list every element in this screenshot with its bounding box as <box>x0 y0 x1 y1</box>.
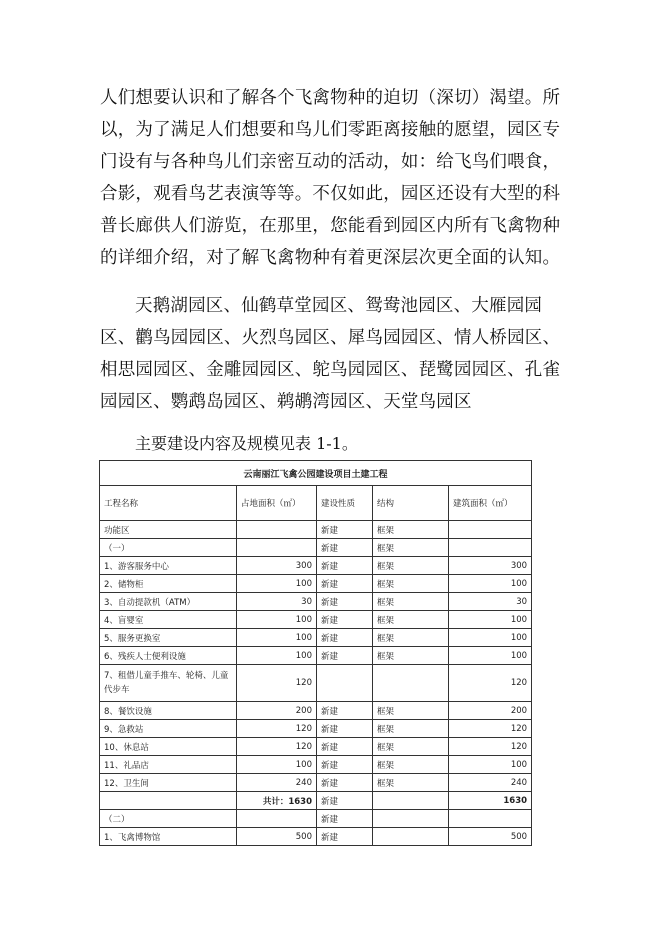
cell-floor-area: 240 <box>449 774 532 792</box>
table-row <box>100 521 532 539</box>
table-header-row <box>100 486 532 521</box>
table-row <box>100 575 532 593</box>
cell-structure: 框架 <box>373 521 449 539</box>
cell-project-name: 3、自动提款机（ATM） <box>100 593 237 611</box>
cell-build-type: 新建 <box>317 593 373 611</box>
cell-project-name: 1、飞禽博物馆 <box>100 828 237 846</box>
cell-build-type: 新建 <box>317 720 373 738</box>
cell-floor-area: 100 <box>449 611 532 629</box>
cell-land-area <box>237 521 317 539</box>
table-row <box>100 792 532 810</box>
cell-structure <box>373 828 449 846</box>
cell-build-type: 新建 <box>317 756 373 774</box>
cell-structure <box>373 792 449 810</box>
cell-project-name: 4、盲婴室 <box>100 611 237 629</box>
cell-land-area: 100 <box>237 611 317 629</box>
cell-project-name: 11、礼品店 <box>100 756 237 774</box>
cell-floor-area: 30 <box>449 593 532 611</box>
cell-build-type: 新建 <box>317 539 373 557</box>
cell-project-name <box>100 792 237 810</box>
table-row <box>100 557 532 575</box>
table-row <box>100 756 532 774</box>
cell-structure <box>373 665 449 702</box>
cell-land-area: 120 <box>237 738 317 756</box>
table-row <box>100 738 532 756</box>
cell-build-type: 新建 <box>317 611 373 629</box>
cell-land-area: 30 <box>237 593 317 611</box>
cell-structure: 框架 <box>373 593 449 611</box>
cell-build-type: 新建 <box>317 647 373 665</box>
cell-floor-area: 120 <box>449 738 532 756</box>
cell-floor-area <box>449 521 532 539</box>
cell-floor-area: 100 <box>449 629 532 647</box>
cell-land-area <box>237 539 317 557</box>
cell-build-type: 新建 <box>317 521 373 539</box>
cell-structure: 框架 <box>373 629 449 647</box>
cell-floor-area: 120 <box>449 665 532 702</box>
cell-build-type: 新建 <box>317 792 373 810</box>
table-row <box>100 702 532 720</box>
cell-build-type: 新建 <box>317 774 373 792</box>
cell-floor-area: 120 <box>449 720 532 738</box>
cell-land-area: 300 <box>237 557 317 575</box>
cell-project-name: 1、游客服务中心 <box>100 557 237 575</box>
cell-project-name: （二） <box>100 810 237 828</box>
cell-project-name: 功能区 <box>100 521 237 539</box>
table-title-row <box>100 461 532 486</box>
cell-build-type: 新建 <box>317 828 373 846</box>
cell-floor-area <box>449 539 532 557</box>
cell-build-type: 新建 <box>317 810 373 828</box>
table-row <box>100 647 532 665</box>
table-row <box>100 665 532 702</box>
cell-land-area: 100 <box>237 756 317 774</box>
cell-project-name: 10、休息站 <box>100 738 237 756</box>
cell-project-name: 12、卫生间 <box>100 774 237 792</box>
cell-floor-area: 100 <box>449 647 532 665</box>
cell-structure: 框架 <box>373 647 449 665</box>
cell-land-area: 100 <box>237 575 317 593</box>
cell-build-type: 新建 <box>317 702 373 720</box>
cell-land-area <box>237 810 317 828</box>
paragraph-intro: 人们想要认识和了解各个飞禽物种的迫切（深切）渴望。所以，为了满足人们想要和鸟儿们零距离接触的愿望，园区专门设有与各种鸟儿们亲密互动的活动，如：给飞鸟们喂食，合影，观看鸟艺表演等等。不仅如此，园区还设有大型的科普长廊供人们游览，在那里，您能看到园区内所有飞禽物种的详细介绍，对了解飞禽物种有着更深层次更全面的认知。 <box>100 88 561 268</box>
table-row <box>100 720 532 738</box>
cell-build-type <box>317 665 373 702</box>
cell-land-area: 100 <box>237 629 317 647</box>
cell-build-type: 新建 <box>317 738 373 756</box>
cell-floor-area: 300 <box>449 557 532 575</box>
cell-floor-area <box>449 810 532 828</box>
table-body <box>100 521 532 846</box>
cell-build-type: 新建 <box>317 575 373 593</box>
cell-structure: 框架 <box>373 738 449 756</box>
header-land-area: 占地面积（㎡） <box>237 486 317 521</box>
cell-floor-area: 1630 <box>449 792 532 810</box>
table-row <box>100 828 532 846</box>
table-caption: 主要建设内容及规模见表 1-1。 <box>135 434 358 453</box>
header-structure: 结构 <box>373 486 449 521</box>
paragraph-park-areas: 天鹅湖园区、仙鹤草堂园区、鸳鸯池园区、大雁园园区、鹳鸟园园区、火烈鸟园区、犀鸟园园区、情人桥园区、相思园园区、金雕园园区、鸵鸟园园区、琵鹭园园区、孔雀园园区、鹦鹉岛园区、鹈鹕湾园区、天堂鸟园区 <box>100 296 561 412</box>
table-row <box>100 629 532 647</box>
construction-table <box>99 460 532 846</box>
table-row <box>100 611 532 629</box>
cell-project-name: （一） <box>100 539 237 557</box>
cell-build-type: 新建 <box>317 557 373 575</box>
table-row <box>100 593 532 611</box>
table-title: 云南丽江飞禽公园建设项目土建工程 <box>100 461 532 486</box>
cell-floor-area: 500 <box>449 828 532 846</box>
cell-structure: 框架 <box>373 557 449 575</box>
cell-land-area: 200 <box>237 702 317 720</box>
cell-project-name: 7、租借儿童手推车、轮椅、儿童代步车 <box>100 665 237 702</box>
header-build-type: 建设性质 <box>317 486 373 521</box>
cell-land-area: 共计：1630 <box>237 792 317 810</box>
cell-land-area: 240 <box>237 774 317 792</box>
cell-structure: 框架 <box>373 702 449 720</box>
cell-project-name: 8、餐饮设施 <box>100 702 237 720</box>
cell-project-name: 9、急救站 <box>100 720 237 738</box>
cell-project-name: 2、储物柜 <box>100 575 237 593</box>
cell-project-name: 6、残疾人士便利设施 <box>100 647 237 665</box>
cell-floor-area: 200 <box>449 702 532 720</box>
table-row <box>100 810 532 828</box>
header-project-name: 工程名称 <box>100 486 237 521</box>
cell-structure: 框架 <box>373 539 449 557</box>
cell-structure: 框架 <box>373 756 449 774</box>
cell-structure: 框架 <box>373 575 449 593</box>
cell-land-area: 500 <box>237 828 317 846</box>
cell-structure <box>373 810 449 828</box>
table-row <box>100 774 532 792</box>
cell-land-area: 120 <box>237 720 317 738</box>
cell-floor-area: 100 <box>449 575 532 593</box>
cell-structure: 框架 <box>373 611 449 629</box>
cell-project-name: 5、服务更换室 <box>100 629 237 647</box>
table-row <box>100 539 532 557</box>
cell-land-area: 100 <box>237 647 317 665</box>
header-floor-area: 建筑面积（㎡） <box>449 486 532 521</box>
cell-structure: 框架 <box>373 774 449 792</box>
cell-structure: 框架 <box>373 720 449 738</box>
cell-land-area: 120 <box>237 665 317 702</box>
cell-floor-area: 100 <box>449 756 532 774</box>
cell-build-type: 新建 <box>317 629 373 647</box>
